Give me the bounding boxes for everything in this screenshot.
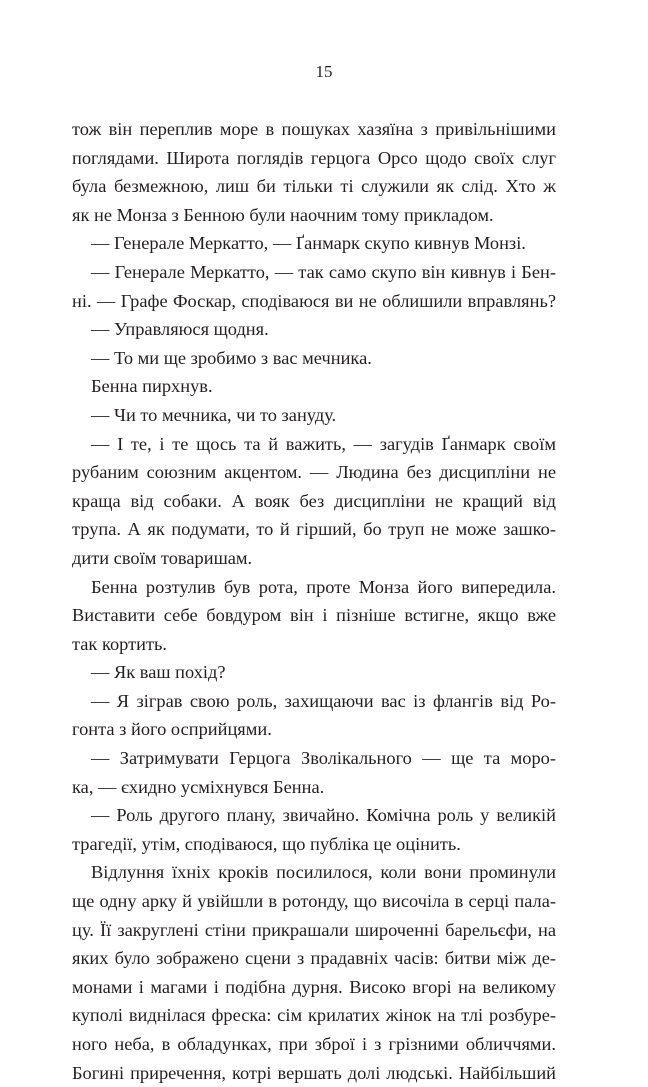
body-text — [72, 115, 556, 1087]
text-line: дити своїм товаришам. — [72, 547, 253, 568]
page-number: 15 — [315, 62, 333, 81]
text-line: так кортить. — [72, 633, 168, 654]
text-line: — Я зіграв свою роль, захищаючи вас із флангів від Ро- — [91, 690, 556, 711]
text-line: — Чи то мечника, чи то зануду. — [91, 404, 337, 425]
text-line: трагедії, утім, сподіваюся, що публіка це оцінить. — [72, 833, 461, 854]
text-line: цу. Її закруглені стіни прикрашали широченні барельєфи, на — [72, 919, 556, 940]
text-line: Богині приречення, котрі вершать долі людські. Найбільший — [72, 1062, 556, 1083]
text-line: — То ми ще зробимо з вас мечника. — [91, 347, 372, 368]
text-line: ні. — Графе Фоскар, сподіваюся ви не облишили вправлянь? — [72, 290, 556, 311]
text-line: — Управляюся щодня. — [91, 319, 269, 340]
text-line: ще одну арку й увійшли в ротонду, що височіла в серці пала- — [72, 891, 556, 912]
text-line: — Генерале Меркатто, — Ґанмарк скупо кивнув Монзі. — [91, 233, 526, 254]
text-line: куполі виднілася фреска: сім крилатих жінок на тлі розбуре- — [72, 1005, 556, 1026]
text-line: ка, — єхидно усміхнувся Бенна. — [72, 776, 325, 797]
text-line: ного неба, в обладунках, при зброї і з грізними обличчями. — [72, 1034, 556, 1054]
text-line: Відлуння їхніх кроків посилилося, коли вони проминули — [91, 862, 556, 883]
text-line: гонта з його осприйцями. — [72, 719, 272, 740]
text-line: — Затримувати Герцога Зволікального — ще та моро- — [91, 748, 556, 769]
text-line: краща від собаки. А вояк без дисципліни не кращий від — [72, 490, 556, 511]
text-line: монами і магами і подібна дурня. Високо вгорі на великому — [72, 976, 556, 997]
text-line: поглядами. Широта поглядів герцога Орсо щодо своїх слуг — [72, 147, 556, 168]
text-line: — І те, і те щось та й важить, — загудів Ґанмарк своїм — [91, 433, 556, 454]
text-line: трупа. А як подумати, то й гірший, бо труп не може зашко- — [72, 519, 556, 540]
text-line: Бенна розтулив був рота, проте Монза його випередила. — [91, 576, 556, 597]
text-line: рубаним союзним акцентом. — Людина без дисципліни не — [72, 462, 556, 483]
text-line: тож він переплив море в пошуках хазяїна з привільнішими — [72, 119, 556, 139]
text-line: — Генерале Меркатто, — так само скупо він кивнув і Бен- — [91, 261, 556, 282]
text-line: Виставити себе бовдуром він і пізніше встигне, якщо вже — [72, 605, 556, 626]
text-line: — Як ваш похід? — [91, 662, 226, 683]
text-line: яких було зображено сцени з прадавніх часів: битви між де- — [72, 948, 556, 969]
text-line: Бенна пирхнув. — [91, 376, 213, 397]
text-line: як не Монза з Бенною були наочним тому прикладом. — [72, 204, 494, 225]
text-line: була безмежною, лиш би тільки ті служили як слід. Хто ж — [72, 176, 556, 197]
text-line: — Роль другого плану, звичайно. Комічна роль у великій — [91, 805, 556, 826]
